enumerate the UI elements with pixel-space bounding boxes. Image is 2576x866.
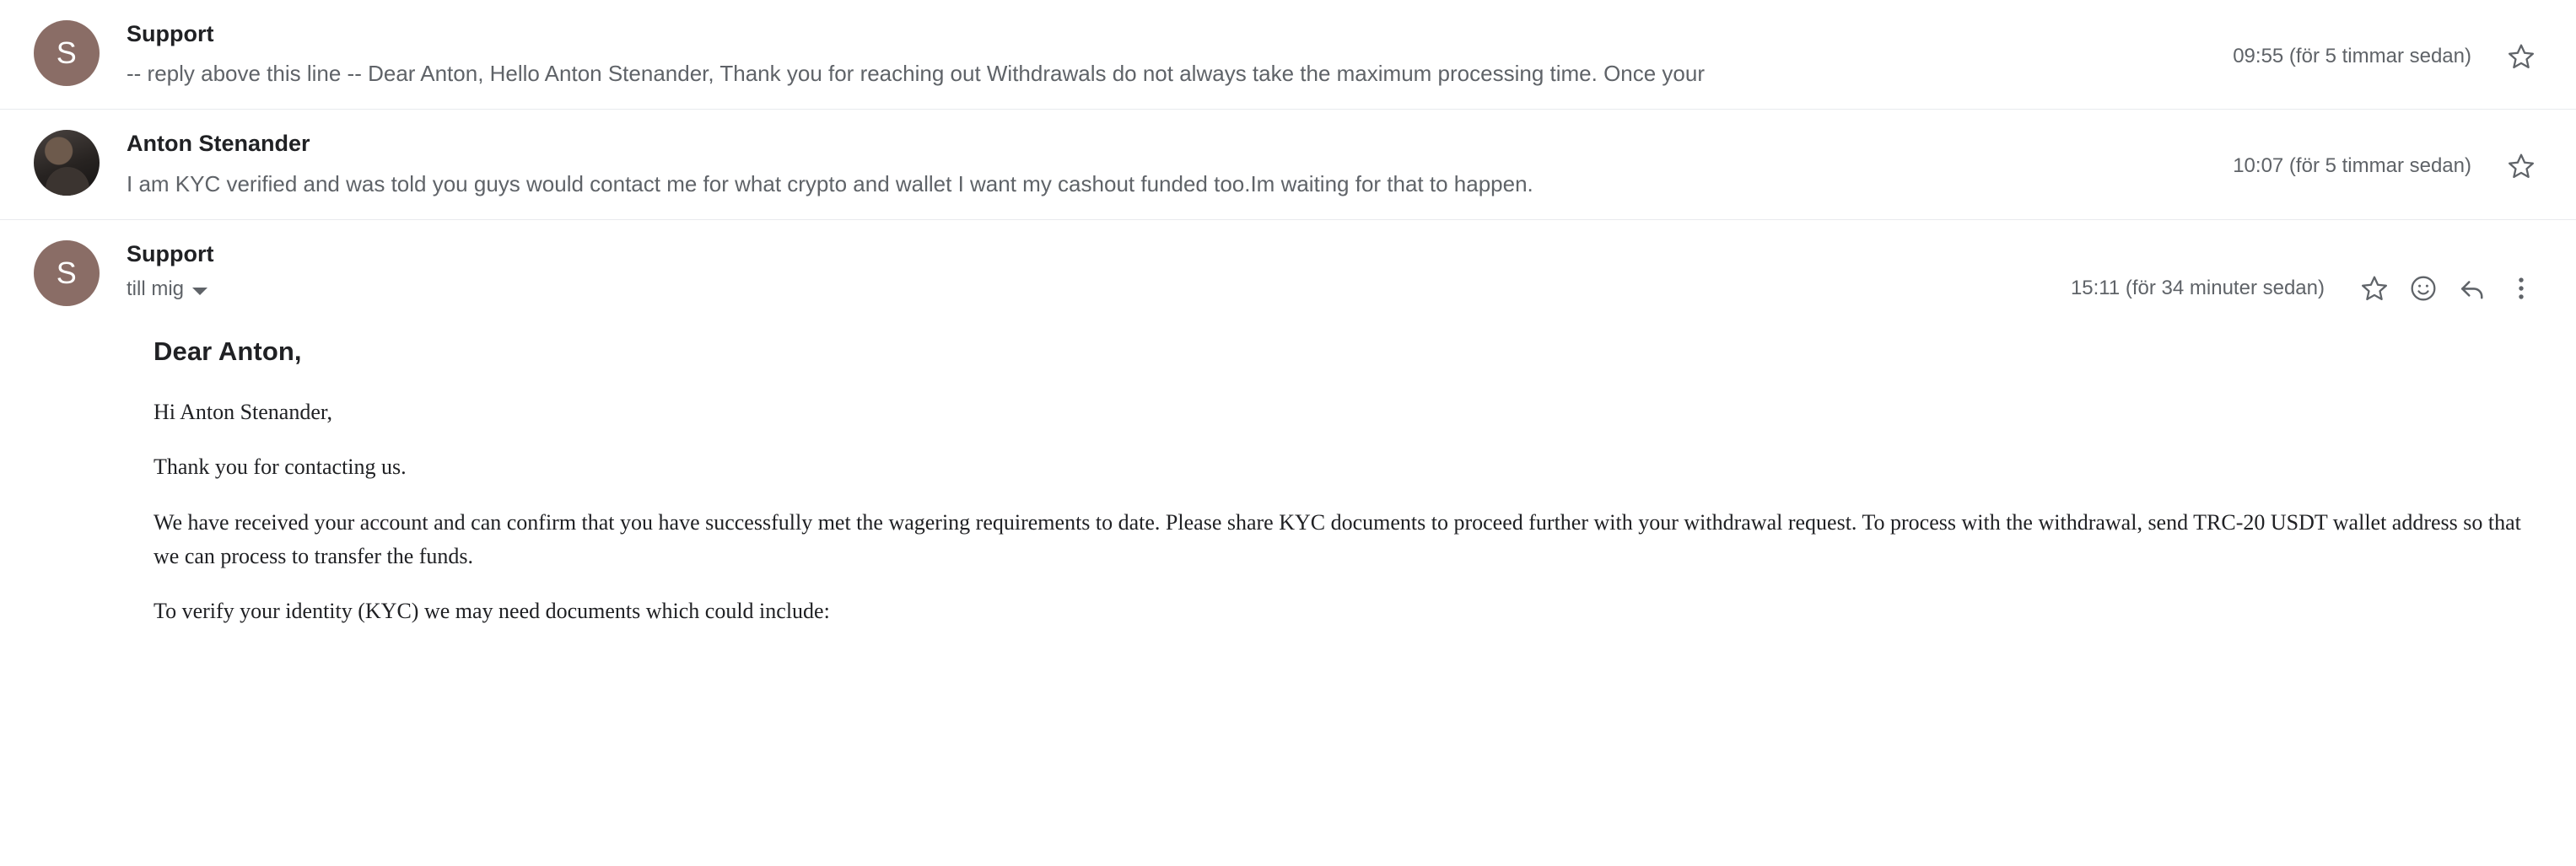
body-paragraph: Thank you for contacting us. [154, 455, 407, 480]
message-actions [2071, 264, 2546, 313]
message-timestamp: 09:55 (för 5 timmar sedan) [2233, 45, 2471, 67]
message-meta [2233, 142, 2546, 191]
body-paragraph: Hi Anton Stenander, [154, 399, 332, 424]
more-options-icon[interactable] [2497, 264, 2546, 313]
message-snippet: -- reply above this line -- Dear Anton, Hello Anton Stenander, Thank you for reaching out Withdrawals do not always take the maximum processing time. Once your [127, 61, 1706, 87]
message-meta [2233, 32, 2546, 81]
message-sender-name: Support [127, 240, 214, 266]
message-snippet: I am KYC verified and was told you guys would contact me for what crypto and wallet I want my cashout funded too.Im waiting for that to happen. [127, 170, 1533, 196]
avatar-initial: S [56, 35, 78, 70]
body-paragraph: We have received your account and can confirm that you have successfully met the wagering requirements to date. Please share KYC documents to proceed further with your withdrawal request. To process with the withdrawal, send TRC-20 USDT wallet address so that we can process to transfer the funds. [154, 510, 2521, 568]
chevron-down-icon[interactable] [192, 288, 207, 295]
message-sender-name: Anton Stenander [127, 131, 310, 157]
body-greeting: Dear Anton, [154, 336, 302, 366]
message-body [34, 306, 2542, 628]
collapsed-message-1[interactable] [0, 0, 2576, 110]
recipient-label: till mig [127, 277, 185, 301]
message-timestamp: 10:07 (för 5 timmar sedan) [2233, 154, 2471, 178]
message-timestamp: 15:11 (för 34 minuter sedan) [2070, 276, 2325, 299]
message-sender-name: Support [127, 21, 214, 46]
star-icon[interactable] [2497, 142, 2546, 191]
star-icon[interactable] [2350, 264, 2399, 313]
avatar [34, 20, 100, 86]
reply-icon[interactable] [2448, 264, 2497, 313]
avatar [34, 240, 100, 306]
star-icon[interactable] [2497, 32, 2546, 81]
collapsed-message-2[interactable] [0, 110, 2576, 219]
body-paragraph: To verify your identity (KYC) we may need documents which could include: [154, 599, 830, 624]
expanded-message-3 [0, 220, 2576, 628]
avatar [34, 130, 100, 196]
avatar-initial: S [56, 255, 78, 290]
emoji-icon[interactable] [2399, 264, 2448, 313]
